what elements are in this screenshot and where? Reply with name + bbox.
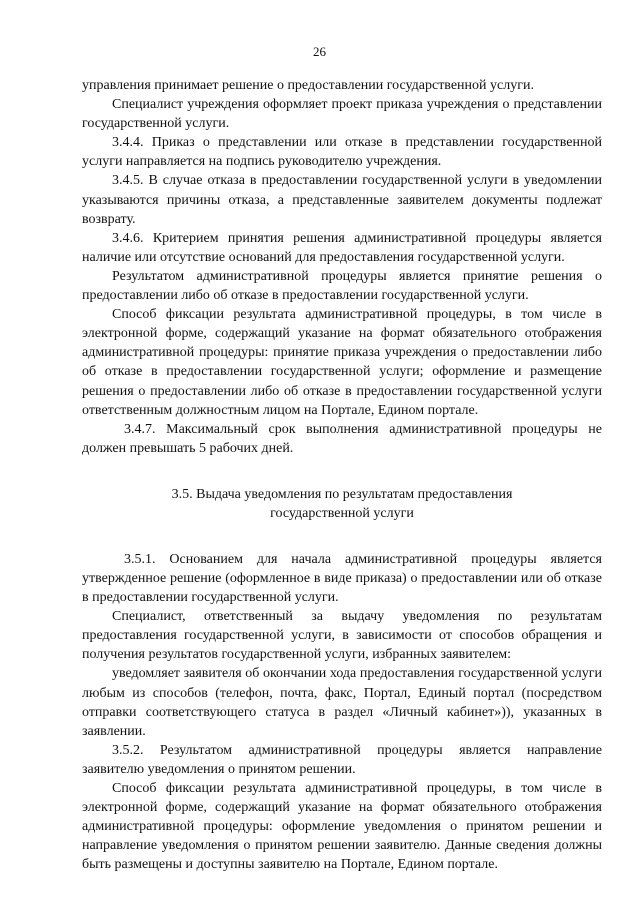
paragraph: уведомляет заявителя об окончании хода предоставления государственной услуги любым из способов (телефон, почта, факс, Портал, Единый портал (посредством отправки соответствующего статуса в раздел «Личный кабинет»)), указанных в заявлении. — [82, 666, 602, 739]
paragraph: 3.4.5. В случае отказа в предоставлении государственной услуги в уведомлении указываются причины отказа, а представленные заявителем документы подлежат возврату. — [82, 173, 602, 227]
document-body — [82, 76, 602, 874]
paragraph: 3.4.6. Критерием принятия решения административной процедуры является наличие или отсутствие оснований для предоставления государственной услуги. — [82, 230, 602, 265]
paragraph: Специалист учреждения оформляет проект приказа учреждения о представлении государственной услуги. — [82, 97, 602, 132]
section-heading — [82, 485, 602, 523]
paragraph: 3.4.7. Максимальный срок выполнения административной процедуры не должен превышать 5 рабочих дней. — [82, 421, 602, 456]
paragraph: 3.5.1. Основанием для начала административной процедуры является утвержденное решение (оформленное в виде приказа) о предоставлении или об отказе в предоставлении государственной услуги. — [82, 551, 602, 606]
section-heading-line: государственной услуги — [270, 505, 414, 521]
section-heading-line: 3.5. Выдача уведомления по результатам предоставления — [171, 486, 513, 502]
paragraph: 3.4.4. Приказ о представлении или отказе в представлении государственной услуги направляется на подпись руководителю учреждения. — [82, 135, 602, 170]
paragraph: Способ фиксации результата административной процедуры, в том числе в электронной форме, содержащий указание на формат обязательного отображения административной процедуры: принятие приказа учреждения о предоставлении либо об отказе в предоставлении государственной услуги; оформление и размещение решения о предоставлении либо об отказе в предоставлении государственной услуги ответственным должностным лицом на Портале, Едином портале. — [82, 307, 602, 418]
paragraph: Специалист, ответственный за выдачу уведомления по результатам предоставления государственной услуги, в зависимости от способов обращения и получения результатов государственной услуги, избранных заявителем: — [82, 609, 602, 663]
paragraph: Способ фиксации результата административной процедуры, в том числе в электронной форме, содержащий указание на формат обязательного отображения административной процедуры: оформление уведомления о принятом решении и направление уведомления о принятом решении заявителю. Данные сведения должны быть размещены и доступны заявителю на Портале, Едином портале. — [82, 781, 602, 873]
paragraph: Результатом административной процедуры является принятие решения о предоставлении либо об отказе в предоставлении государственной услуги. — [82, 268, 602, 304]
paragraph: 3.5.2. Результатом административной процедуры является направление заявителю уведомления о принятом решении. — [82, 742, 602, 777]
page-number: 26 — [313, 44, 326, 59]
paragraph: управления принимает решение о предоставлении государственной услуги. — [82, 78, 534, 93]
